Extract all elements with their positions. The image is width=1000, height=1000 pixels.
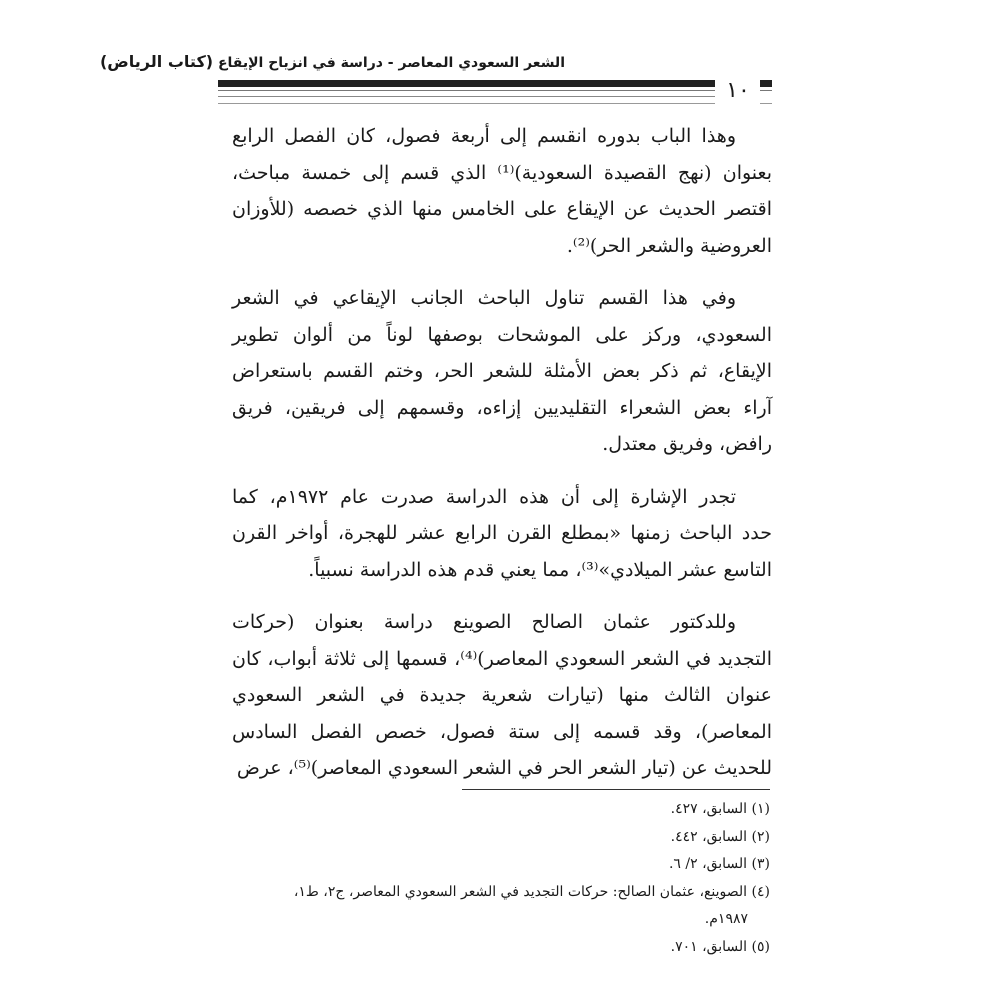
text-line: عنوان الثالث منها (تيارات شعرية جديدة في الشعر السعودي [232, 684, 772, 706]
footnotes [232, 796, 770, 961]
footnote-separator [462, 789, 770, 790]
text-line: التاسع عشر الميلادي»⁽³⁾، مما يعني قدم هذه الدراسة نسبياً. [308, 558, 772, 581]
text-line: وفي هذا القسم تناول الباحث الجانب الإيقاعي في الشعر [232, 287, 736, 309]
text-line: الإيقاع، ثم ذكر بعض الأمثلة للشعر الحر، وختم القسم باستعراض [232, 360, 772, 382]
text-line: العروضية والشعر الحر)⁽²⁾. [566, 234, 772, 257]
text-line: حدد الباحث زمنها «بمطلع القرن الرابع عشر للهجرة، أواخر القرن [232, 522, 772, 544]
footnote: (٥) السابق، ٧٠١. [670, 938, 770, 955]
header-rule-thick [218, 80, 715, 87]
text-line: رافض، وفريق معتدل. [602, 433, 772, 455]
text-line: التجديد في الشعر السعودي المعاصر)⁽⁴⁾، قسمها إلى ثلاثة أبواب، كان [232, 647, 772, 670]
body-text [232, 118, 772, 803]
text-line: آراء بعض الشعراء التقليديين إزاءه، وقسمهم إلى فريقين، فريق [232, 396, 772, 419]
series-name: (كتاب الرياض) [99, 52, 214, 71]
footnote: (٢) السابق، ٤٤٢. [670, 828, 770, 845]
paragraph [232, 118, 772, 264]
paragraph [232, 280, 772, 463]
text-line: وللدكتور عثمان الصالح الصوينع دراسة بعنوان (حركات [232, 611, 736, 633]
text-line: المعاصر)، وقد قسمه إلى ستة فصول، خصص الفصل السادس [232, 720, 772, 743]
text-line: السعودي، وركز على الموشحات بوصفها لوناً من ألوان تطوير [232, 323, 772, 346]
footnote-continuation: ١٩٨٧م. [704, 911, 748, 927]
running-title: الشعر السعودي المعاصر - دراسة في انزياح الإيقاع [217, 55, 565, 71]
paragraph [232, 604, 772, 787]
text-line: وهذا الباب بدوره انقسم إلى أربعة فصول، كان الفصل الرابع [232, 125, 736, 147]
text-line: اقتصر الحديث عن الإيقاع على الخامس منها الذي خصصه (للأوزان [232, 198, 772, 220]
running-header [99, 52, 565, 71]
page-number: ١٠ [726, 78, 750, 103]
header-corner-lines [760, 90, 772, 104]
text-line: بعنوان (نهج القصيدة السعودية)⁽¹⁾ الذي قسم إلى خمسة مباحث، [232, 161, 772, 184]
footnote: (٤) الصوينع، عثمان الصالح: حركات التجديد في الشعر السعودي المعاصر، ج٢، ط١، [293, 883, 770, 900]
text-line: للحديث عن (تيار الشعر الحر في الشعر السعودي المعاصر)⁽⁵⁾، عرض [236, 757, 772, 779]
footnote: (٣) السابق، ٢/ ٦. [668, 856, 770, 872]
header-rule-lines [218, 90, 715, 104]
paragraph [232, 479, 772, 589]
header-corner-block [760, 80, 772, 87]
footnote: (١) السابق، ٤٢٧. [670, 801, 770, 817]
text-line: تجدر الإشارة إلى أن هذه الدراسة صدرت عام ١٩٧٢م، كما [232, 485, 736, 508]
